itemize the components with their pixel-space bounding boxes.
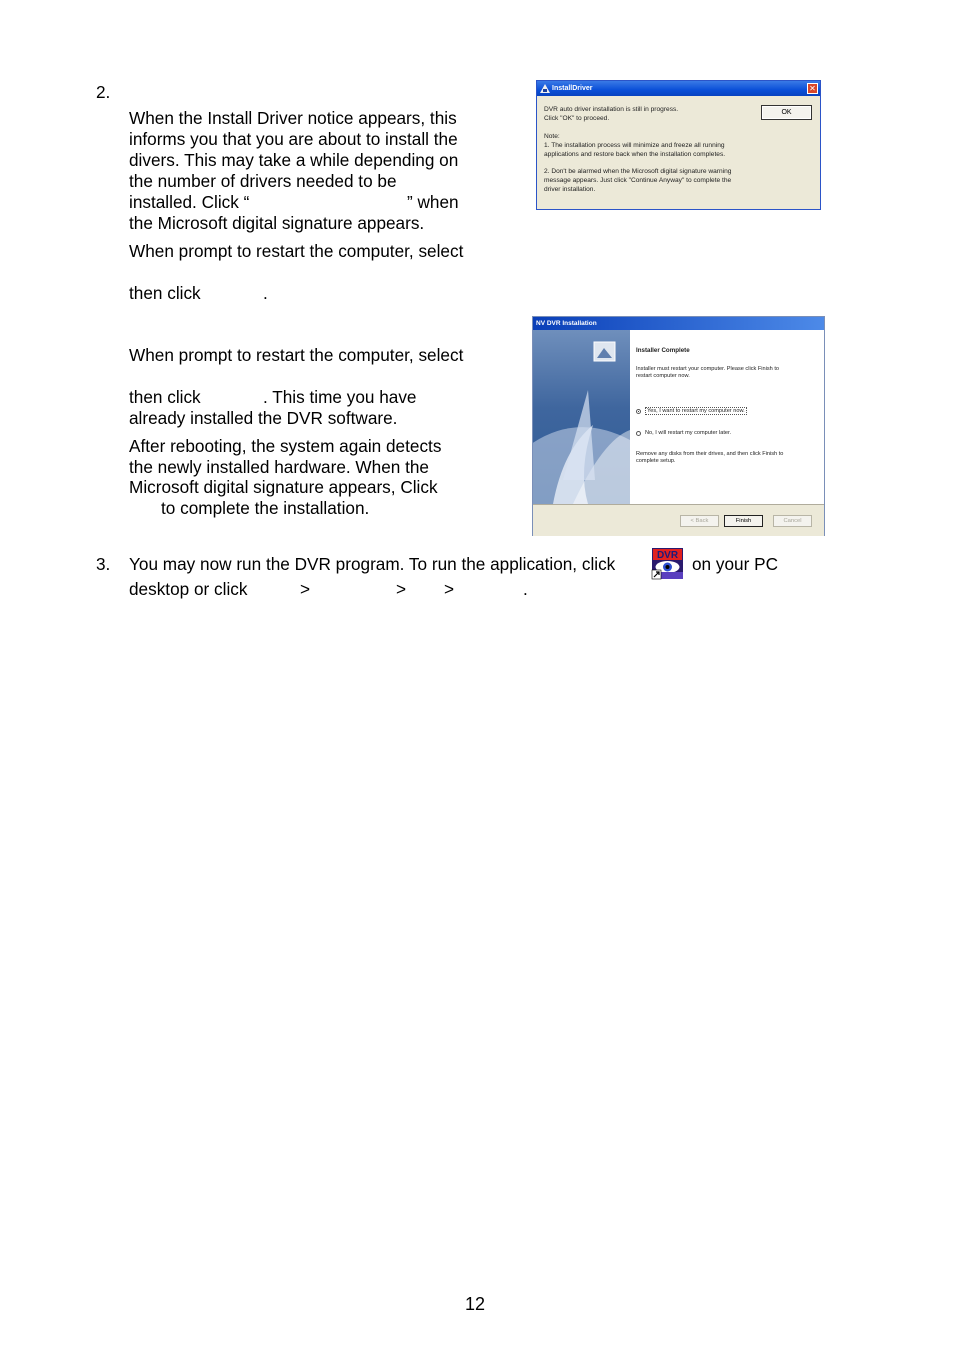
step2-line: the number of drivers needed to be — [129, 171, 397, 191]
step2-line: installed. Click “ — [129, 192, 250, 212]
step2-line: ” when — [407, 192, 459, 212]
dialog-message-line: 1. The installation process will minimize and freeze all running — [544, 142, 725, 149]
dialog-title: NV DVR Installation — [533, 317, 824, 330]
ok-button[interactable]: OK — [761, 105, 812, 120]
dialog-message-line: 2. Don't be alarmed when the Microsoft digital signature warning — [544, 168, 732, 175]
app-icon — [540, 84, 550, 93]
dvr-shortcut-icon-graphic — [651, 548, 684, 580]
wizard-side-graphic — [533, 330, 630, 504]
step2-line: the Microsoft digital signature appears. — [129, 213, 425, 233]
wizard-content — [630, 330, 824, 504]
step3-text: You may now run the DVR program. To run the application, click — [129, 554, 616, 574]
dialog-message-line: DVR auto driver installation is still in progress. — [544, 106, 679, 113]
restart-prompt-line: then click — [129, 283, 201, 303]
reboot-line: Microsoft digital signature appears, Click — [129, 477, 438, 497]
wizard-body-line: restart computer now. — [636, 373, 690, 379]
step3-text: on your PC — [692, 554, 778, 574]
restart-prompt-line: . This time you have — [263, 387, 417, 407]
restart-prompt-line: When prompt to restart the computer, select — [129, 241, 464, 261]
restart-prompt-line: then click — [129, 387, 201, 407]
restart-prompt-line: When prompt to restart the computer, select — [129, 345, 464, 365]
radio-restart-later[interactable] — [636, 431, 641, 436]
wizard-body-line: Installer must restart your computer. Please click Finish to — [636, 366, 780, 372]
dvr-icon-label: DVR — [656, 550, 679, 561]
option-restart-later-label[interactable]: No, I will restart my computer later. — [645, 430, 732, 436]
cancel-button[interactable]: Cancel — [773, 515, 812, 527]
radio-restart-now[interactable] — [636, 409, 641, 414]
page-number: 12 — [465, 1294, 486, 1314]
restart-prompt-line: already installed the DVR software. — [129, 408, 398, 428]
step-number-3: 3. — [96, 554, 111, 574]
menu-path-period: . — [523, 579, 528, 599]
step2-line: divers. This may take a while depending on — [129, 150, 459, 170]
step2-line: informs you that you are about to install the — [129, 129, 458, 149]
step3-text: desktop or click — [129, 579, 248, 599]
dialog-message-line: message appears. Just click "Continue Anyway" to complete the — [544, 177, 732, 184]
dialog-message-line: Note: — [544, 133, 560, 140]
dialog-message-line: driver installation. — [544, 186, 596, 193]
menu-path-separator: > — [396, 579, 407, 599]
install-driver-dialog — [536, 80, 821, 210]
dialog-titlebar — [537, 81, 820, 96]
option-restart-now-label[interactable]: Yes, I want to restart my computer now. — [647, 408, 745, 414]
reboot-line: the newly installed hardware. When the — [129, 457, 429, 477]
dialog-title: InstallDriver — [552, 85, 593, 92]
step-number-2: 2. — [96, 82, 111, 102]
dvr-installation-dialog — [532, 316, 825, 536]
step2-line: When the Install Driver notice appears, this — [129, 108, 457, 128]
close-icon[interactable]: ✕ — [807, 83, 818, 94]
reboot-line: After rebooting, the system again detects — [129, 436, 442, 456]
dialog-message-line: applications and restore back when the installation completes. — [544, 151, 726, 158]
wizard-heading: Installer Complete — [636, 347, 690, 354]
back-button[interactable]: < Back — [680, 515, 719, 527]
restart-prompt-line: . — [263, 283, 268, 303]
menu-path-separator: > — [300, 579, 311, 599]
dialog-message-line: Click "OK" to proceed. — [544, 115, 610, 122]
wizard-banner-image — [533, 330, 630, 504]
finish-button[interactable]: Finish — [724, 515, 763, 527]
reboot-line: to complete the installation. — [161, 498, 370, 518]
wizard-note-line: complete setup. — [636, 458, 676, 464]
dvr-shortcut-icon[interactable] — [651, 548, 684, 580]
menu-path-separator: > — [444, 579, 455, 599]
wizard-note-line: Remove any disks from their drives, and then click Finish to — [636, 451, 784, 457]
